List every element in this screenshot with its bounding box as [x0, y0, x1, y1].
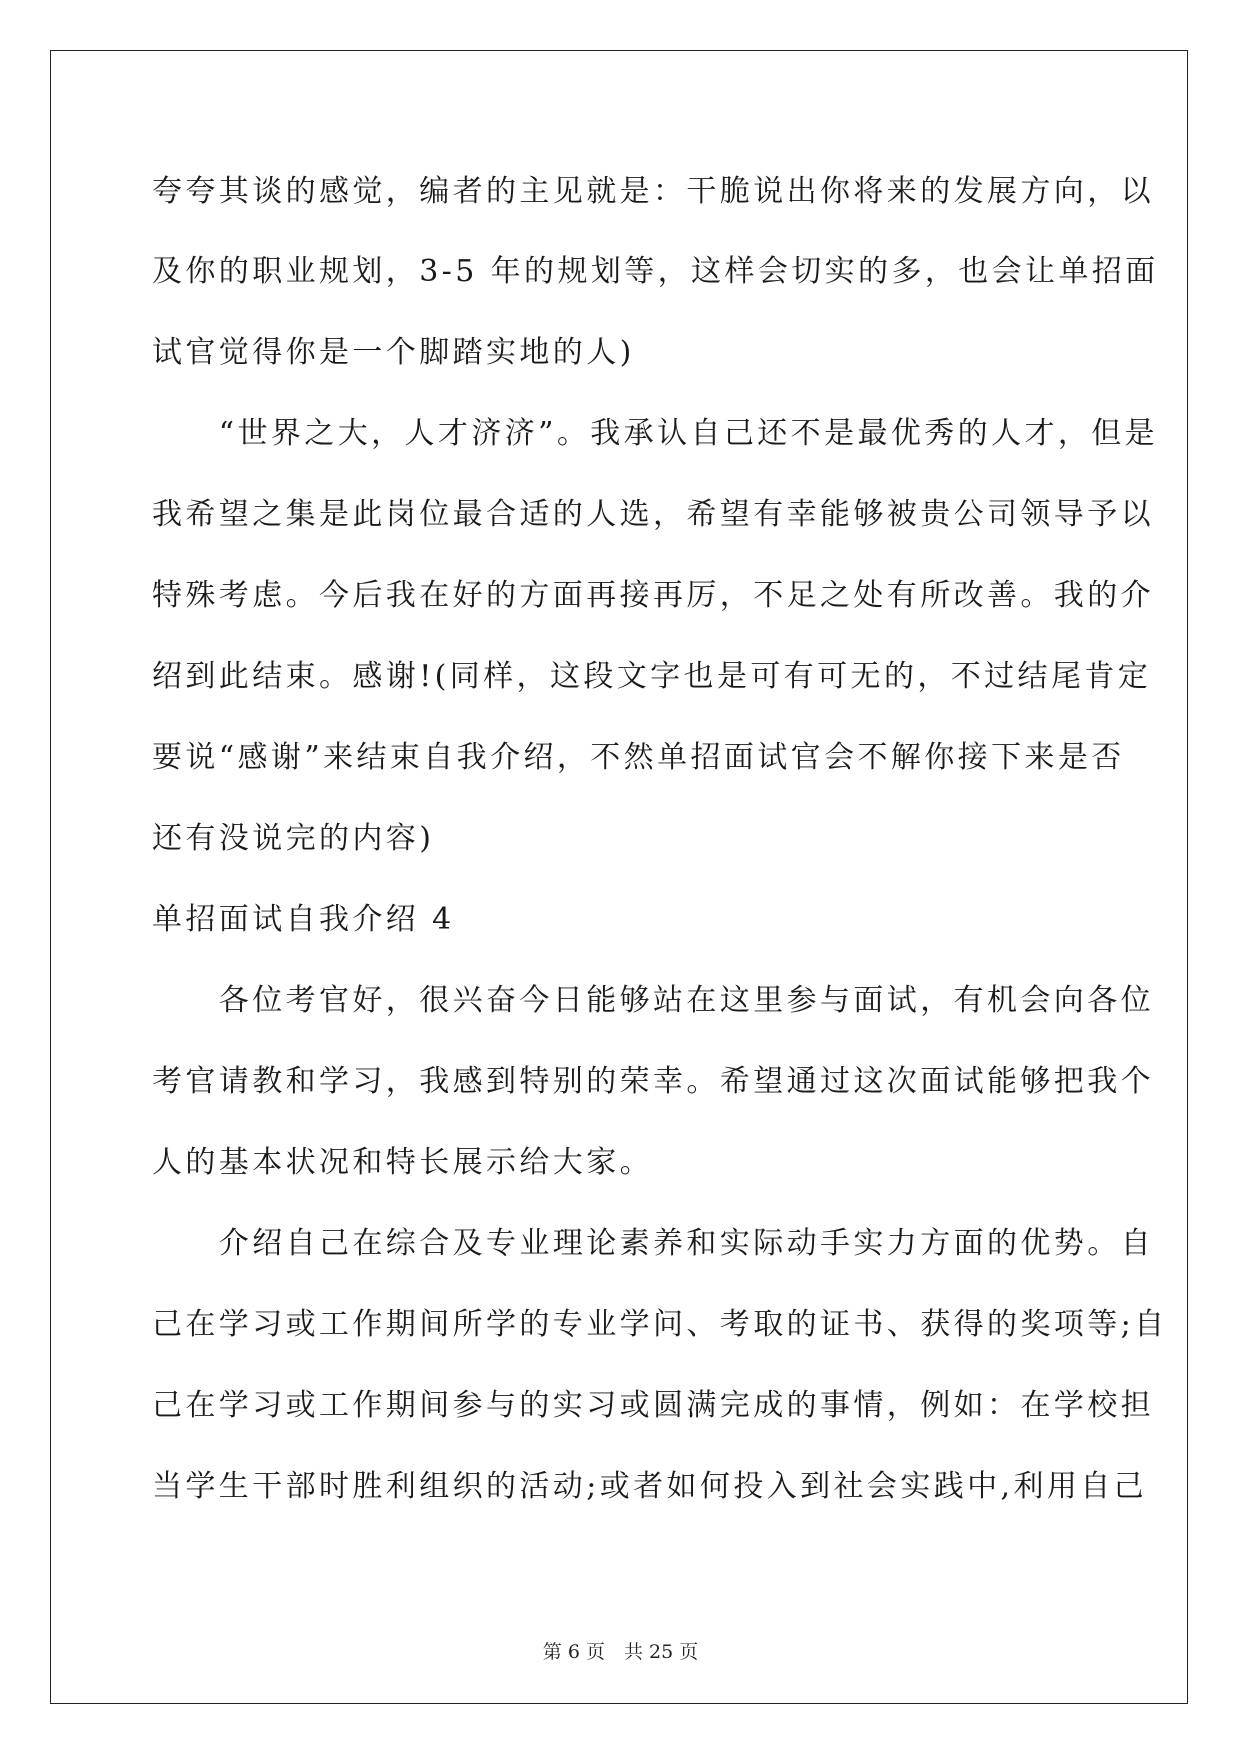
body-line-8: 要说“感谢”来结束自我介绍，不然单招面试官会不解你接下来是否 — [152, 740, 1125, 775]
body-line-14: 介绍自己在综合及专业理论素养和实际动手实力方面的优势。自 — [152, 1226, 1154, 1261]
body-line-3: 试官觉得你是一个脚踏实地的人) — [152, 335, 635, 370]
body-line-5: 我希望之集是此岗位最合适的人选，希望有幸能够被贵公司领导予以 — [152, 497, 1154, 532]
body-line-6: 特殊考虑。今后我在好的方面再接再厉，不足之处有所改善。我的介 — [152, 578, 1154, 613]
body-line-1: 夸夸其谈的感觉，编者的主见就是：干脆说出你将来的发展方向，以 — [152, 174, 1154, 209]
body-line-2: 及你的职业规划，3-5 年的规划等，这样会切实的多，也会让单招面 — [152, 254, 1159, 289]
body-line-15: 己在学习或工作期间所学的专业学问、考取的证书、获得的奖项等;自 — [152, 1307, 1168, 1342]
body-line-7: 绍到此结束。感谢!(同样，这段文字也是可有可无的，不过结尾肯定 — [152, 659, 1152, 694]
body-line-13: 人的基本状况和特长展示给大家。 — [152, 1145, 653, 1180]
body-line-4: “世界之大，人才济济”。我承认自己还不是最优秀的人才，但是 — [152, 416, 1159, 451]
body-line-9: 还有没说完的内容) — [152, 821, 435, 856]
body-line-12: 考官请教和学习，我感到特别的荣幸。希望通过这次面试能够把我个 — [152, 1064, 1154, 1099]
body-line-11: 各位考官好，很兴奋今日能够站在这里参与面试，有机会向各位 — [152, 983, 1154, 1018]
section-heading: 单招面试自我介绍 4 — [152, 902, 455, 937]
page-number-footer: 第 6 页 共 25 页 — [542, 1641, 699, 1663]
body-line-16: 己在学习或工作期间参与的实习或圆满完成的事情，例如：在学校担 — [152, 1388, 1154, 1423]
page-border — [50, 50, 1188, 1704]
body-line-17: 当学生干部时胜利组织的活动;或者如何投入到社会实践中,利用自己 — [152, 1469, 1148, 1504]
